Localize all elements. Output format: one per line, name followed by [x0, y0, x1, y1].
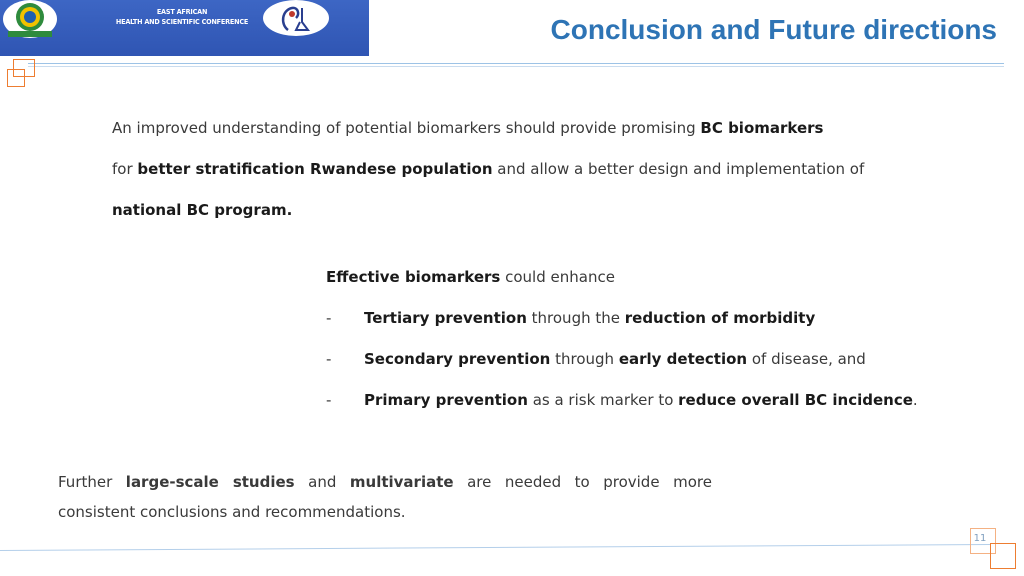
further-bold: large-scale studies: [125, 473, 295, 491]
intro-line-3: [112, 201, 292, 219]
intro-text: for: [112, 160, 138, 178]
further-line-2: consistent conclusions and recommendations.: [58, 503, 406, 521]
bullet-secondary: [326, 350, 331, 368]
intro-bold: national BC program.: [112, 201, 293, 219]
bullet-dash: -: [326, 350, 332, 368]
bullet-tertiary-text: [364, 309, 815, 327]
bullet-bold: reduce overall BC incidence: [678, 391, 913, 409]
intro-text: An improved understanding of potential biomarkers should provide promising: [112, 119, 701, 137]
footer-divider: [0, 544, 990, 551]
intro-line-1: [112, 119, 823, 137]
bullet-bold: Primary prevention: [364, 391, 528, 409]
banner-line-2: HEALTH AND SCIENTIFIC CONFERENCE: [115, 16, 249, 26]
intro-line-2: [112, 160, 864, 178]
eac-emblem-icon: [2, 0, 58, 40]
intro-bold: BC biomarkers: [700, 119, 824, 137]
conference-banner: [0, 0, 369, 56]
intro-text: and allow a better design and implementation of: [492, 160, 865, 178]
header-divider: [28, 63, 1004, 64]
effective-lead: [326, 268, 615, 286]
conference-name: [112, 7, 252, 26]
further-line-1: [58, 473, 712, 491]
bullet-text: through the: [526, 309, 625, 327]
page-title: Conclusion and Future directions: [550, 14, 997, 45]
bullet-text: .: [912, 391, 918, 409]
corner-square-bottom-2: [990, 543, 1016, 569]
bullet-bold: reduction of morbidity: [624, 309, 816, 327]
health-research-logo-icon: [262, 0, 330, 38]
bullet-text: of disease, and: [747, 350, 866, 368]
bullet-primary: [326, 391, 331, 409]
bullet-primary-text: [364, 391, 918, 409]
further-text: Further: [58, 473, 113, 491]
bullet-bold: Tertiary prevention: [364, 309, 527, 327]
bullet-tertiary: [326, 309, 331, 327]
bullet-bold: early detection: [618, 350, 748, 368]
bullet-dash: -: [326, 391, 332, 409]
banner-line-1: EAST AFRICAN: [156, 7, 208, 16]
intro-bold: better stratification Rwandese population: [137, 160, 493, 178]
further-text: are needed to provide more: [467, 473, 712, 491]
page-number: 11: [973, 533, 987, 544]
bullet-text: through: [550, 350, 619, 368]
corner-square-top-2: [13, 59, 35, 77]
bullet-text: as a risk marker to: [527, 391, 679, 409]
header-divider-2: [28, 66, 1004, 67]
further-text: and: [308, 473, 337, 491]
lead-bold: Effective biomarkers: [326, 268, 501, 286]
lead-text: could enhance: [500, 268, 615, 286]
bullet-dash: -: [326, 309, 332, 327]
bullet-bold: Secondary prevention: [364, 350, 551, 368]
bullet-secondary-text: [364, 350, 866, 368]
further-bold: multivariate: [349, 473, 454, 491]
